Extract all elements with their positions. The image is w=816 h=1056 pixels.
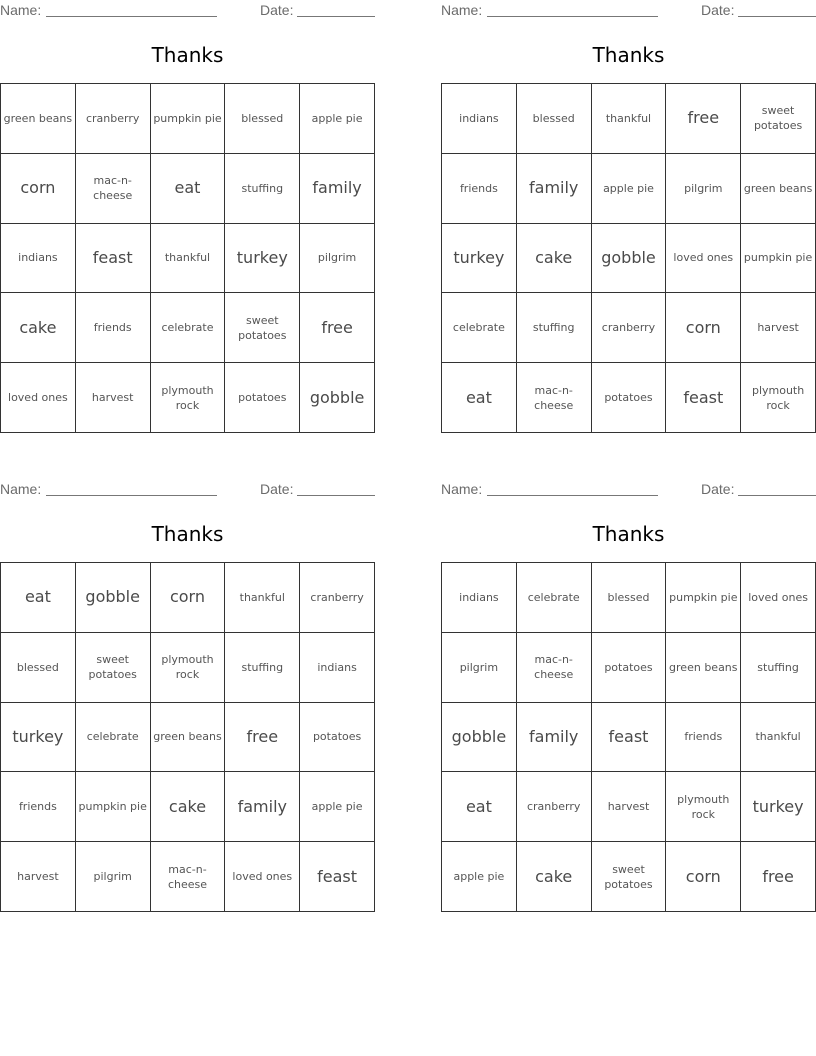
date-label: Date:: [260, 481, 294, 497]
bingo-cell: feast: [592, 703, 667, 773]
bingo-cell: plymouth rock: [151, 363, 226, 433]
name-date-row: [0, 2, 375, 20]
bingo-cell: mac-n-cheese: [151, 842, 226, 912]
bingo-cell: stuffing: [225, 633, 300, 703]
bingo-cell: eat: [151, 154, 226, 224]
bingo-cell: green beans: [741, 154, 816, 224]
bingo-cell: pilgrim: [666, 154, 741, 224]
date-blank: [738, 16, 816, 17]
bingo-cell: apple pie: [592, 154, 667, 224]
bingo-cell: cake: [151, 772, 226, 842]
bingo-cell: eat: [442, 772, 517, 842]
bingo-card-1: [0, 0, 375, 440]
bingo-card-4: [441, 479, 816, 919]
bingo-grid: [0, 562, 375, 912]
bingo-cell: free: [225, 703, 300, 773]
bingo-cell: pumpkin pie: [76, 772, 151, 842]
date-blank: [297, 16, 375, 17]
bingo-cell: turkey: [442, 224, 517, 294]
bingo-cell: thankful: [592, 84, 667, 154]
bingo-cell: celebrate: [151, 293, 226, 363]
bingo-cell: feast: [300, 842, 375, 912]
bingo-cell: mac-n-cheese: [517, 363, 592, 433]
bingo-cell: eat: [1, 563, 76, 633]
bingo-cell: friends: [1, 772, 76, 842]
bingo-cell: pumpkin pie: [151, 84, 226, 154]
bingo-cell: blessed: [225, 84, 300, 154]
bingo-cell: green beans: [151, 703, 226, 773]
bingo-cell: turkey: [1, 703, 76, 773]
bingo-cell: indians: [442, 563, 517, 633]
bingo-cell: cranberry: [76, 84, 151, 154]
bingo-cell: pilgrim: [76, 842, 151, 912]
bingo-cell: turkey: [741, 772, 816, 842]
bingo-cell: sweet potatoes: [76, 633, 151, 703]
bingo-cell: pilgrim: [442, 633, 517, 703]
bingo-cell: gobble: [442, 703, 517, 773]
bingo-card-3: [0, 479, 375, 919]
bingo-cell: gobble: [300, 363, 375, 433]
bingo-cell: feast: [666, 363, 741, 433]
bingo-cell: potatoes: [592, 633, 667, 703]
bingo-cell: stuffing: [741, 633, 816, 703]
bingo-cell: potatoes: [300, 703, 375, 773]
bingo-cell: stuffing: [225, 154, 300, 224]
bingo-cell: cranberry: [592, 293, 667, 363]
name-blank: [46, 16, 217, 17]
bingo-cell: green beans: [1, 84, 76, 154]
name-date-row: [441, 2, 816, 20]
bingo-cell: thankful: [741, 703, 816, 773]
card-title: Thanks: [592, 522, 665, 546]
bingo-cell: apple pie: [300, 772, 375, 842]
bingo-cell: pumpkin pie: [666, 563, 741, 633]
bingo-cell: corn: [666, 842, 741, 912]
bingo-cell: thankful: [225, 563, 300, 633]
bingo-cell: harvest: [741, 293, 816, 363]
card-title: Thanks: [151, 43, 224, 67]
bingo-card-2: [441, 0, 816, 440]
bingo-cell: harvest: [1, 842, 76, 912]
bingo-cell: loved ones: [1, 363, 76, 433]
bingo-cell: harvest: [76, 363, 151, 433]
date-label: Date:: [260, 2, 294, 18]
bingo-cell: pilgrim: [300, 224, 375, 294]
name-blank: [487, 495, 658, 496]
bingo-cell: green beans: [666, 633, 741, 703]
bingo-cell: celebrate: [76, 703, 151, 773]
bingo-cell: celebrate: [517, 563, 592, 633]
bingo-cell: free: [300, 293, 375, 363]
bingo-cell: corn: [666, 293, 741, 363]
bingo-cell: plymouth rock: [741, 363, 816, 433]
bingo-cell: harvest: [592, 772, 667, 842]
date-label: Date:: [701, 481, 735, 497]
bingo-cell: family: [225, 772, 300, 842]
bingo-cell: loved ones: [225, 842, 300, 912]
name-label: Name:: [441, 2, 483, 18]
bingo-cell: plymouth rock: [151, 633, 226, 703]
bingo-cell: plymouth rock: [666, 772, 741, 842]
bingo-cell: indians: [1, 224, 76, 294]
bingo-cell: family: [300, 154, 375, 224]
bingo-cell: sweet potatoes: [741, 84, 816, 154]
name-label: Name:: [441, 481, 483, 497]
card-title: Thanks: [592, 43, 665, 67]
bingo-cell: indians: [442, 84, 517, 154]
name-label: Name:: [0, 2, 42, 18]
bingo-cell: friends: [442, 154, 517, 224]
bingo-cell: family: [517, 154, 592, 224]
bingo-cell: family: [517, 703, 592, 773]
bingo-cell: loved ones: [741, 563, 816, 633]
bingo-cell: friends: [76, 293, 151, 363]
bingo-cell: cake: [517, 224, 592, 294]
name-blank: [46, 495, 217, 496]
bingo-grid: [441, 562, 816, 912]
name-blank: [487, 16, 658, 17]
bingo-cell: thankful: [151, 224, 226, 294]
bingo-cell: cake: [1, 293, 76, 363]
bingo-cell: cake: [517, 842, 592, 912]
bingo-cell: potatoes: [225, 363, 300, 433]
bingo-cell: blessed: [592, 563, 667, 633]
bingo-cell: friends: [666, 703, 741, 773]
bingo-cell: loved ones: [666, 224, 741, 294]
bingo-cell: sweet potatoes: [225, 293, 300, 363]
bingo-cell: eat: [442, 363, 517, 433]
bingo-cell: apple pie: [300, 84, 375, 154]
bingo-cell: pumpkin pie: [741, 224, 816, 294]
bingo-cell: potatoes: [592, 363, 667, 433]
bingo-cell: mac-n-cheese: [517, 633, 592, 703]
bingo-cell: apple pie: [442, 842, 517, 912]
bingo-cell: feast: [76, 224, 151, 294]
bingo-cell: sweet potatoes: [592, 842, 667, 912]
bingo-cell: indians: [300, 633, 375, 703]
bingo-cell: corn: [1, 154, 76, 224]
bingo-cell: free: [741, 842, 816, 912]
bingo-cell: blessed: [1, 633, 76, 703]
date-label: Date:: [701, 2, 735, 18]
bingo-cell: celebrate: [442, 293, 517, 363]
bingo-cell: gobble: [592, 224, 667, 294]
bingo-cell: corn: [151, 563, 226, 633]
bingo-cell: blessed: [517, 84, 592, 154]
date-blank: [738, 495, 816, 496]
name-date-row: [0, 481, 375, 499]
name-label: Name:: [0, 481, 42, 497]
bingo-grid: [0, 83, 375, 433]
bingo-cell: cranberry: [300, 563, 375, 633]
bingo-cell: turkey: [225, 224, 300, 294]
bingo-cell: gobble: [76, 563, 151, 633]
bingo-cell: cranberry: [517, 772, 592, 842]
bingo-cell: stuffing: [517, 293, 592, 363]
date-blank: [297, 495, 375, 496]
bingo-cell: mac-n-cheese: [76, 154, 151, 224]
name-date-row: [441, 481, 816, 499]
card-title: Thanks: [151, 522, 224, 546]
bingo-cell: free: [666, 84, 741, 154]
bingo-grid: [441, 83, 816, 433]
